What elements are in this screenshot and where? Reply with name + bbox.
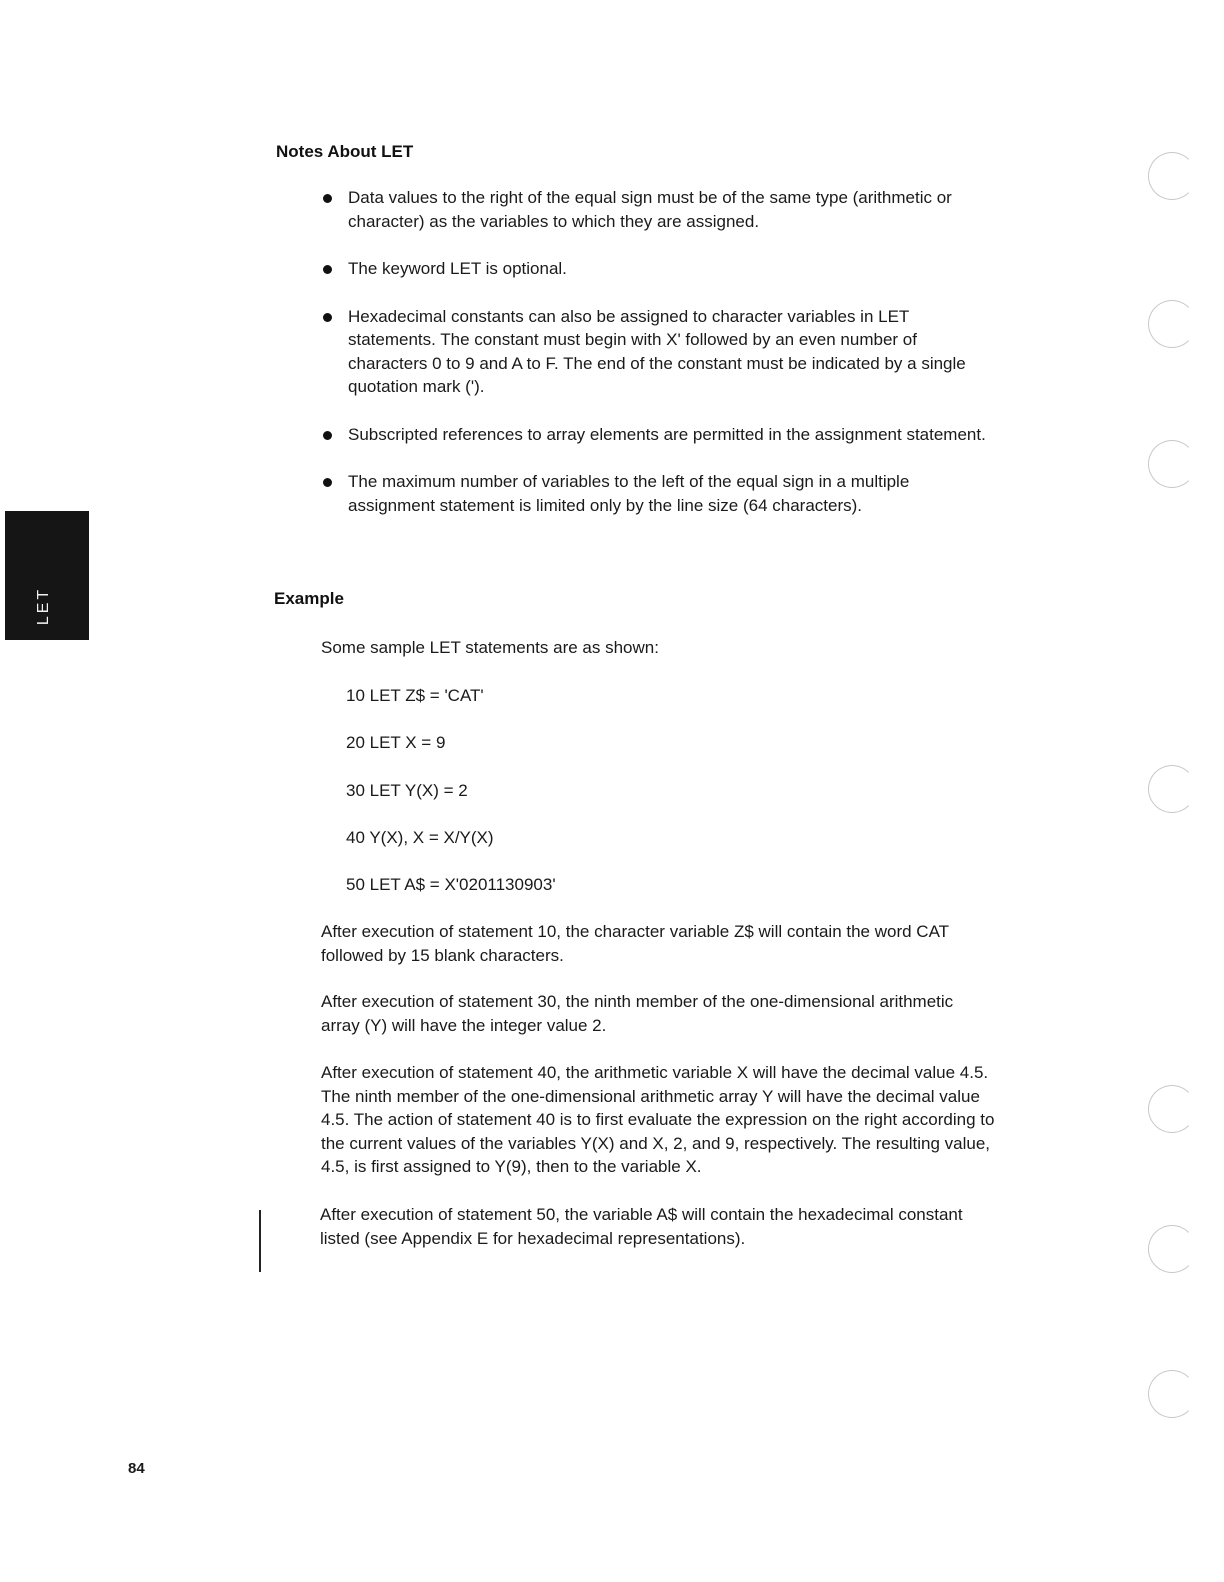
example-heading: Example xyxy=(274,589,344,608)
list-item xyxy=(320,257,1000,281)
list-item-text: Data values to the right of the equal sign must be of the same type (arithmetic or character) as the variables to which they are assigned. xyxy=(348,188,952,231)
bullet-icon xyxy=(323,431,332,440)
bullet-icon xyxy=(323,194,332,203)
code-line: 30 LET Y(X) = 2 xyxy=(346,781,468,800)
page-number: 84 xyxy=(128,1460,145,1477)
punch-hole-icon xyxy=(1148,1085,1196,1133)
example-paragraph: After execution of statement 30, the ninth member of the one-dimensional arithmetic array (Y) will have the integer value 2. xyxy=(321,992,954,1035)
list-item xyxy=(320,305,1000,399)
list-item xyxy=(320,423,1000,447)
code-line: 50 LET A$ = X'0201130903' xyxy=(346,875,556,894)
revision-bar xyxy=(259,1210,261,1272)
punch-hole-icon xyxy=(1148,1225,1196,1273)
example-paragraph: After execution of statement 40, the arithmetic variable X will have the decimal value 4.5. The ninth member of the one-dimensional arithmetic array Y will have the decimal value 4.5. The action of statement 40 is to first evaluate the expression on the right according to the current values of the variables Y(X) and X, 2, and 9, respectively. The resulting value, 4.5, is first assigned to Y(9), then to the variable X. xyxy=(321,1063,995,1176)
example-paragraph: After execution of statement 50, the variable A$ will contain the hexadecimal constant listed (see Appendix E for hexadecimal representations). xyxy=(320,1205,963,1248)
bullet-icon xyxy=(323,265,332,274)
bullet-icon xyxy=(323,478,332,487)
code-line: 40 Y(X), X = X/Y(X) xyxy=(346,828,494,847)
list-item-text: The maximum number of variables to the left of the equal sign in a multiple assignment statement is limited only by the line size (64 characters). xyxy=(348,472,910,515)
code-line: 10 LET Z$ = 'CAT' xyxy=(346,686,484,705)
list-item-text: The keyword LET is optional. xyxy=(348,259,567,278)
punch-hole-icon xyxy=(1148,152,1196,200)
list-item xyxy=(320,186,1000,233)
list-item-text: Hexadecimal constants can also be assigned to character variables in LET statements. The constant must begin with X' followed by an even number of characters 0 to 9 and A to F. The end of the constant must be indicated by a single quotation mark ('). xyxy=(348,306,966,396)
list-item xyxy=(320,470,1000,517)
punch-hole-icon xyxy=(1148,765,1196,813)
punch-hole-icon xyxy=(1148,440,1196,488)
example-intro: Some sample LET statements are as shown: xyxy=(321,638,659,657)
code-line: 20 LET X = 9 xyxy=(346,733,446,752)
list-item-text: Subscripted references to array elements are permitted in the assignment statement. xyxy=(348,424,986,444)
notes-heading: Notes About LET xyxy=(276,142,414,161)
punch-hole-icon xyxy=(1148,300,1196,348)
section-tab-label: LET xyxy=(35,586,52,626)
bullet-icon xyxy=(323,313,332,322)
example-paragraph: After execution of statement 10, the character variable Z$ will contain the word CAT followed by 15 blank characters. xyxy=(321,922,949,965)
notes-list xyxy=(320,186,1000,541)
punch-hole-icon xyxy=(1148,1370,1196,1418)
